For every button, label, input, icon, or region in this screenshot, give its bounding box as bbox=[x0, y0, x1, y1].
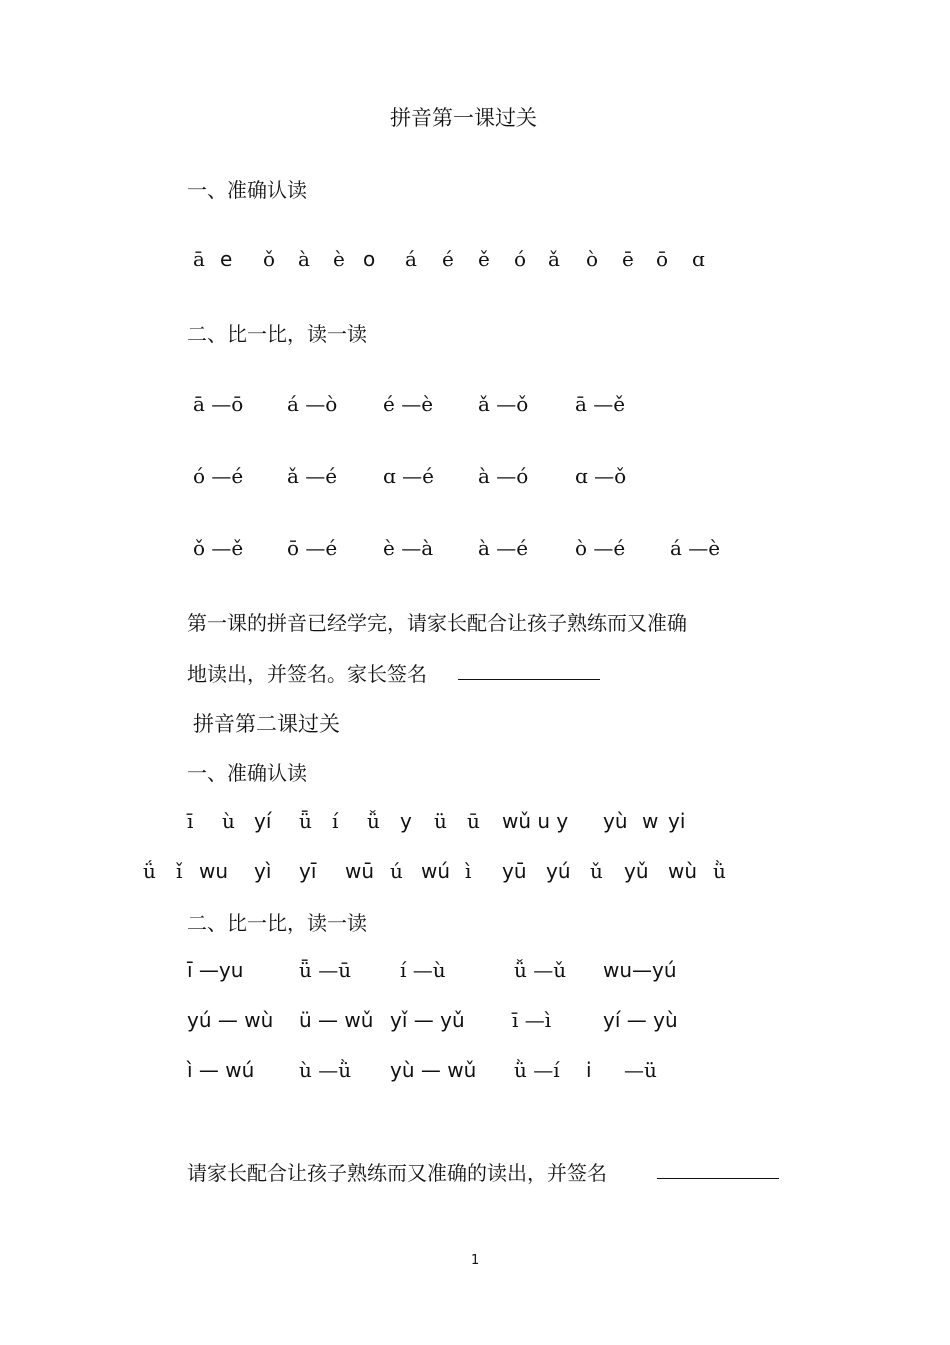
compare-pair: ì — wú bbox=[187, 1058, 255, 1082]
compare-pair: ǖ —ū bbox=[299, 958, 352, 982]
letter: ò bbox=[586, 247, 599, 271]
letter: ǜ bbox=[713, 859, 726, 883]
compare-pair: yǐ — yǔ bbox=[390, 1008, 465, 1032]
compare-pair: ǜ —í bbox=[514, 1058, 560, 1082]
letter: à bbox=[298, 247, 310, 271]
letter: ī bbox=[187, 809, 194, 833]
compare-pair: ó —é bbox=[193, 464, 244, 488]
letter: yù bbox=[603, 809, 628, 833]
lesson1-section1-heading: 一、准确认读 bbox=[187, 178, 307, 202]
letter: ā bbox=[193, 247, 205, 271]
compare-pair: à —ó bbox=[478, 464, 529, 488]
compare-pair: ù —ǜ bbox=[299, 1058, 352, 1082]
letter: ǔ bbox=[590, 859, 603, 883]
lesson2-note: 请家长配合让孩子熟练而又准确的读出，并签名 bbox=[187, 1161, 607, 1185]
letter: yí bbox=[254, 809, 272, 833]
letter: é bbox=[442, 247, 454, 271]
letter: wù bbox=[668, 859, 698, 883]
letter: ǘ bbox=[143, 859, 156, 883]
compare-pair: yú — wù bbox=[187, 1008, 274, 1032]
letter: o bbox=[363, 247, 376, 271]
compare-pair: ī —ì bbox=[512, 1008, 552, 1032]
compare-pair: ǎ —ǒ bbox=[478, 392, 529, 416]
compare-pair: ī —yu bbox=[187, 958, 244, 982]
letter: ō bbox=[656, 247, 669, 271]
letter: ǖ bbox=[299, 809, 312, 833]
letter: ì bbox=[465, 859, 472, 883]
letter: ù bbox=[222, 809, 235, 833]
compare-pair: ɑ —é bbox=[383, 464, 434, 488]
compare-pair: á —ò bbox=[287, 392, 338, 416]
parent-signature-line bbox=[458, 679, 600, 680]
letter: yǔ bbox=[624, 859, 649, 883]
compare-pair: è —à bbox=[383, 536, 434, 560]
letter: yì bbox=[254, 859, 272, 883]
letter: ū bbox=[467, 809, 480, 833]
lesson1-title: 拼音第一课过关 bbox=[390, 106, 537, 130]
letter: ó bbox=[514, 247, 527, 271]
lesson1-section2-heading: 二、比一比，读一读 bbox=[187, 322, 367, 346]
letter: wu bbox=[199, 859, 229, 883]
letter: wú bbox=[421, 859, 451, 883]
compare-pair: yù — wǔ bbox=[390, 1058, 477, 1082]
letter: wū bbox=[345, 859, 375, 883]
letter: í bbox=[332, 809, 339, 833]
letter: ú bbox=[390, 859, 403, 883]
compare-pair: ō —é bbox=[287, 536, 338, 560]
compare-pair: ā —ō bbox=[193, 392, 244, 416]
letter: ě bbox=[478, 247, 490, 271]
letter: ǐ bbox=[176, 859, 183, 883]
letter: wǔ u y bbox=[502, 809, 569, 833]
letter: yū bbox=[502, 859, 527, 883]
compare-pair: yí — yù bbox=[603, 1008, 678, 1032]
compare-pair: i bbox=[586, 1058, 592, 1082]
compare-pair: á —è bbox=[670, 536, 721, 560]
letter: y bbox=[400, 809, 412, 833]
letter: yú bbox=[546, 859, 571, 883]
lesson1-note-line1: 第一课的拼音已经学完，请家长配合让孩子熟练而又准确 bbox=[187, 611, 687, 635]
compare-pair: wu—yú bbox=[603, 958, 677, 982]
lesson2-title: 拼音第二课过关 bbox=[193, 712, 340, 736]
letter: ǎ bbox=[548, 247, 560, 271]
compare-pair: ü — wǔ bbox=[299, 1008, 374, 1032]
letter: ü bbox=[434, 809, 447, 833]
letter: è bbox=[333, 247, 345, 271]
parent-signature-line-2 bbox=[657, 1178, 779, 1179]
compare-pair: ǎ —é bbox=[287, 464, 338, 488]
letter: yi bbox=[668, 809, 686, 833]
lesson2-section1-heading: 一、准确认读 bbox=[187, 761, 307, 785]
letter: e bbox=[220, 247, 233, 271]
letter: w bbox=[642, 809, 659, 833]
compare-pair: à —é bbox=[478, 536, 529, 560]
compare-pair: é —è bbox=[383, 392, 434, 416]
letter: ɑ bbox=[692, 247, 705, 271]
letter: ǚ bbox=[367, 809, 380, 833]
compare-pair: ò —é bbox=[575, 536, 626, 560]
compare-pair: —ü bbox=[624, 1058, 657, 1082]
letter: á bbox=[405, 247, 417, 271]
compare-pair: ɑ —ǒ bbox=[575, 464, 627, 488]
letter: ǒ bbox=[263, 247, 276, 271]
compare-pair: ǒ —ě bbox=[193, 536, 244, 560]
compare-pair: í —ù bbox=[400, 958, 446, 982]
page-number: 1 bbox=[471, 1253, 480, 1268]
compare-pair: ǚ —ǔ bbox=[514, 958, 567, 982]
letter: ē bbox=[622, 247, 634, 271]
letter: yī bbox=[299, 859, 317, 883]
lesson2-section2-heading: 二、比一比，读一读 bbox=[187, 911, 367, 935]
lesson1-note-line2: 地读出，并签名。家长签名 bbox=[187, 662, 427, 686]
compare-pair: ā —ě bbox=[575, 392, 626, 416]
